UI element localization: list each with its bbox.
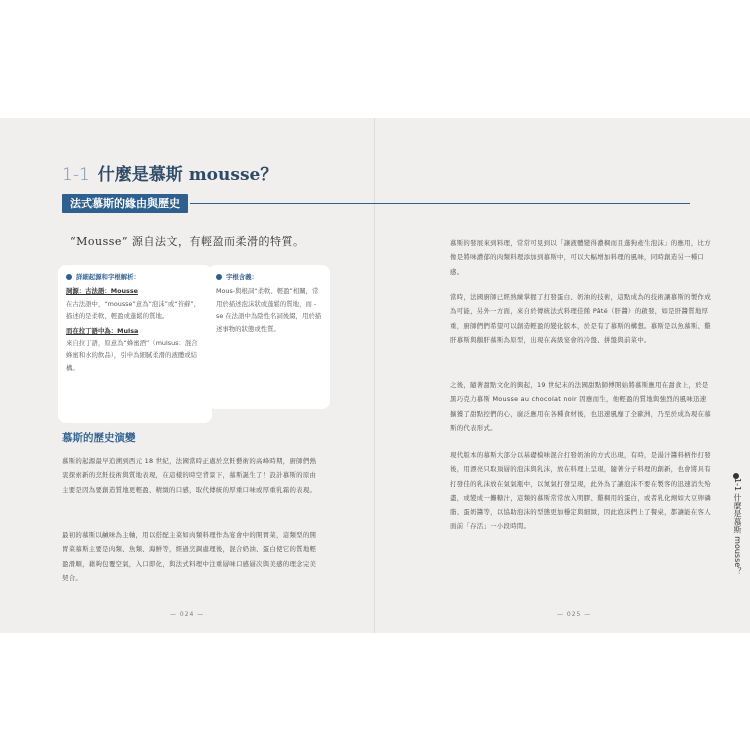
side-chapter-tab: 1-1 什麼是慕斯 mousse？ bbox=[733, 478, 742, 576]
left-paragraph-2: 最初的慕斯以鹹味為主軸，用以搭配主菜如肉類料理作為宴會中的開胃菜，這類型的開胃菜慕斯主要是肉類、魚類、海鮮等，經過烹調處理後，混合奶油、蛋白使它的質地輕盈滑順，藉夠包覆空氣，入口即化，與法式料理中注重層味口感層次與美感的理念完美契合。 bbox=[62, 531, 317, 582]
root-meaning-box bbox=[208, 265, 330, 409]
etymology-sub2: 而在拉丁語中為：Mulsa bbox=[66, 326, 139, 335]
root-lines: Mous-與根詞“柔軟、輕盈”相關，常用於描述泡沫狀或蓬鬆的質地，而 -se 在法語中為陰性名詞後綴，用於描述事物的狀態或性質。 bbox=[216, 287, 322, 333]
bullet-dot-icon bbox=[66, 274, 72, 280]
chapter-title bbox=[62, 160, 277, 185]
section-banner: 法式慕斯的緣由與歷史 bbox=[62, 194, 188, 213]
page-number-right: — 025 — bbox=[557, 611, 592, 618]
page-right bbox=[375, 118, 750, 633]
root-heading-text: 字根含義： bbox=[226, 273, 258, 281]
page-left bbox=[0, 118, 375, 633]
etymology-box bbox=[58, 265, 212, 423]
page-number-left: — 024 — bbox=[170, 611, 205, 618]
left-paragraph-1: 慕斯的起源最早追溯到西元 18 世紀，法國當時正處於烹飪藝術的高峰時期，廚師們熱衷探索新的烹飪技術與質地表現，在這樣的時空背景下，慕斯誕生了！設計慕斯的原由主要是因為要創造質地更輕盈、精緻的口感，取代傳統的厚重口味或厚重乳霜的表現。 bbox=[62, 457, 317, 494]
etymology-heading-text: 詳細起源和字根解析： bbox=[76, 273, 140, 281]
chapter-title-text: 什麼是慕斯 mousse？ bbox=[97, 165, 278, 185]
history-subheading: 慕斯的歷史演變 bbox=[62, 432, 136, 444]
root-heading bbox=[216, 271, 322, 283]
etymology-lines2: 來自拉丁語，原意為“蜂蜜酒”（mulsus：混合蜂蜜和水的飲品），引申為細膩柔滑的液體或結構。 bbox=[66, 339, 198, 372]
bullet-dot-icon bbox=[216, 274, 222, 280]
chapter-number: 1-1 bbox=[62, 165, 90, 185]
right-paragraph-3: 之後，隨著甜點文化的興起，19 世紀末的法國甜點師傅開始將慕斯應用在甜食上，於是黑巧克力慕斯 Mousse au chocolat noir 因應而生，他輕盈的質地與強烈的風味迅速擴獲了甜點控們的心，廣泛應用在各種食材後，也迅速風靡了全歐洲，乃至於成為現在慕斯的代表形式。 bbox=[450, 381, 711, 432]
right-paragraph-4: 現代版本的慕斯大部分以基礎模味混合打發奶油的方式出現，有時，是湯汁醬料柄作打發後，用漂亮只取頂層的泡沫與乳沫，放在料理上呈現，隨著分子料理的創新，也會將具有打發佳的乳沫放在氣氣瓶中，以氮氣打發呈現，此外為了讓泡沫不要在製客的迅速消失殆盡，或變成一攤糖汁，這類的慕斯常常放入明膠、雞稠用的蛋白，或者乳化劑如大豆卵磷脂、蛋奶醬等，以協助泡沫的型態更加穩定與細緻，因此泡沫們上了餐桌，都讓能在客人面前「存活」一小段時間。 bbox=[450, 451, 711, 531]
etymology-lines1: 在古法語中，“mousse”意為“泡沫”或“苔蘚”，描述的是柔軟、輕盈或蓬鬆的質地。 bbox=[66, 299, 201, 321]
etymology-heading bbox=[66, 271, 204, 283]
right-paragraph-1: 慕斯的發展來到料理，常常可見到以「讓液體變得濃稠而且蓬狗產生泡沫」的應用，比方像是將味濃郁的肉類料理添加到慕斯中，可以大幅增加料理的風味，同時創造另一種口感。 bbox=[450, 239, 711, 276]
book-spread bbox=[0, 118, 750, 633]
right-paragraph-2: 當時，法國廚師已經熟練掌握了打發蛋白、奶油的技術，這點成為的技術讓慕斯的製作成為可能，另外一方面，來自於傳統法式料理佳餚 Pâté（肝醬）的啟發，如是肝醬質地厚重，廚師們們希望可以創造輕盈的變化版本，於是有了慕斯的構想。慕斯是以魚慕斯、雞肝慕斯與鵝肝慕斯為原型，出現在高級宴會的冷盤、拼盤與前菜中。 bbox=[450, 293, 711, 344]
lead-sentence: “Mousse” 源自法文，有輕盈而柔滑的特質。 bbox=[70, 235, 305, 248]
etymology-sub1: 詞源：古法語：Mousse bbox=[66, 287, 138, 296]
